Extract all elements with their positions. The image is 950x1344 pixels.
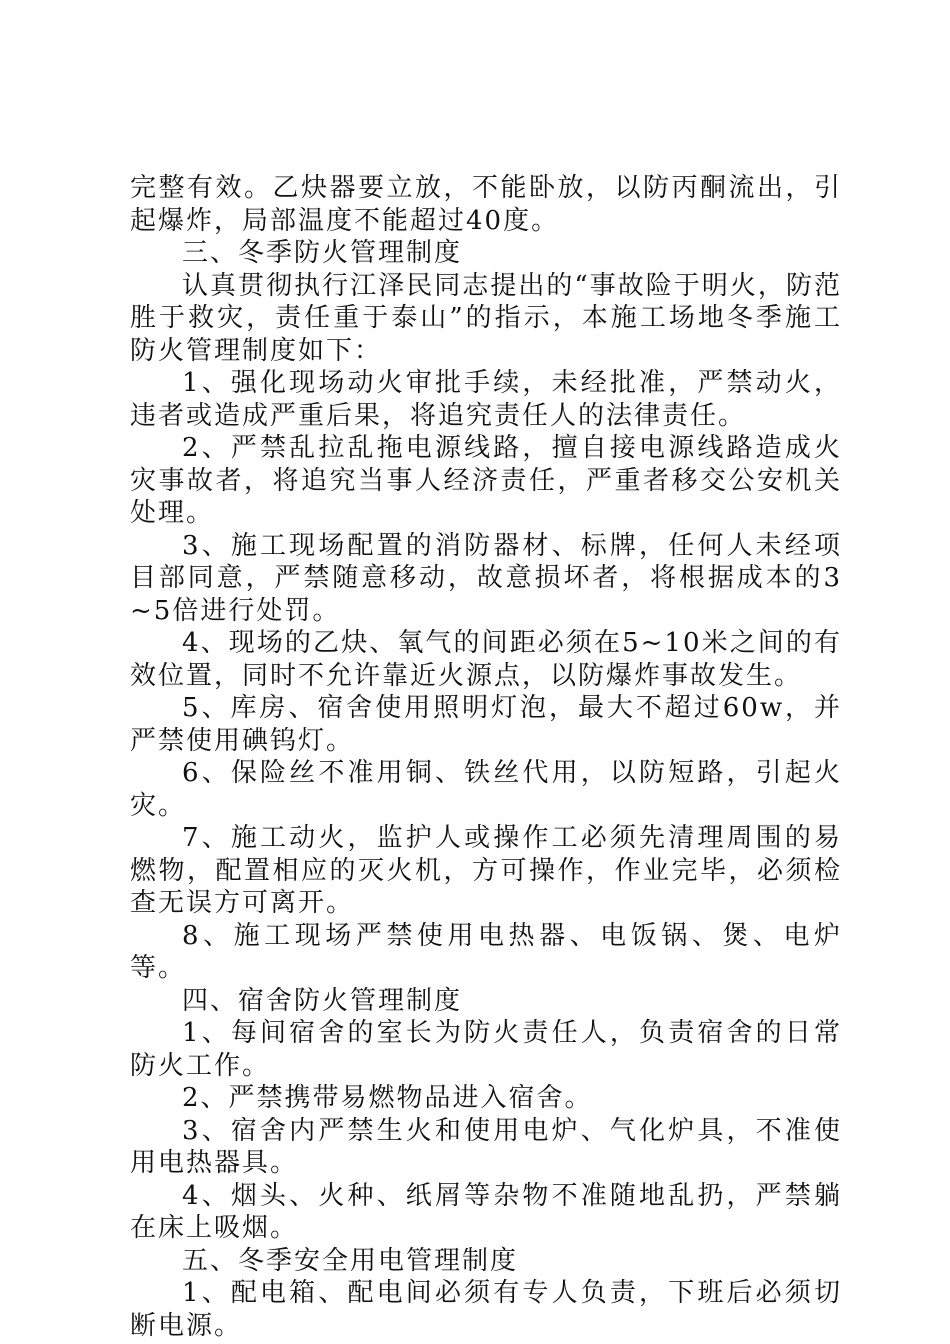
document-body	[130, 172, 842, 1342]
list-item: 1、每间宿舍的室长为防火责任人，负责宿舍的日常防火工作。	[130, 1018, 842, 1081]
list-item: 3、宿舍内严禁生火和使用电炉、气化炉具，不准使用电热器具。	[130, 1115, 842, 1178]
list-item: 1、配电箱、配电间必须有专人负责，下班后必须切断电源。	[130, 1278, 842, 1341]
list-item: 6、保险丝不准用铜、铁丝代用，以防短路，引起火灾。	[130, 758, 842, 821]
list-item: 2、严禁携带易燃物品进入宿舍。	[182, 1083, 593, 1113]
list-item: 7、施工动火，监护人或操作工必须先清理周围的易燃物，配置相应的灭火机，方可操作，作业完毕，必须检查无误方可离开。	[130, 823, 842, 918]
section-heading-3: 三、冬季防火管理制度	[182, 238, 463, 268]
section-heading-4: 四、宿舍防火管理制度	[182, 985, 463, 1016]
section-heading-5: 五、冬季安全用电管理制度	[182, 1245, 519, 1276]
list-item: 5、库房、宿舍使用照明灯泡，最大不超过60w，并严禁使用碘钨灯。	[130, 693, 842, 756]
list-item: 1、强化现场动火审批手续，未经批准，严禁动火，违者或造成严重后果，将追究责任人的法律责任。	[130, 368, 842, 431]
list-item: 4、现场的乙炔、氧气的间距必须在5~10米之间的有效位置，同时不允许靠近火源点，以防爆炸事故发生。	[130, 628, 842, 691]
list-item: 3、施工现场配置的消防器材、标牌，任何人未经项目部同意，严禁随意移动，故意损坏者，将根据成本的3~5倍进行处罚。	[130, 530, 842, 626]
paragraph-intro: 认真贯彻执行江泽民同志提出的“事故险于明火，防范胜于救灾，责任重于泰山”的指示，本施工场地冬季施工防火管理制度如下：	[130, 270, 842, 366]
list-item: 2、严禁乱拉乱拖电源线路，擅自接电源线路造成火灾事故者，将追究当事人经济责任，严重者移交公安机关处理。	[130, 433, 842, 528]
list-item: 8、施工现场严禁使用电热器、电饭锅、煲、电炉等。	[130, 920, 842, 983]
list-item: 4、烟头、火种、纸屑等杂物不准随地乱扔，严禁躺在床上吸烟。	[130, 1180, 842, 1243]
paragraph-continuation: 完整有效。乙炔器要立放，不能卧放，以防丙酮流出，引起爆炸，局部温度不能超过40度。	[130, 173, 842, 236]
